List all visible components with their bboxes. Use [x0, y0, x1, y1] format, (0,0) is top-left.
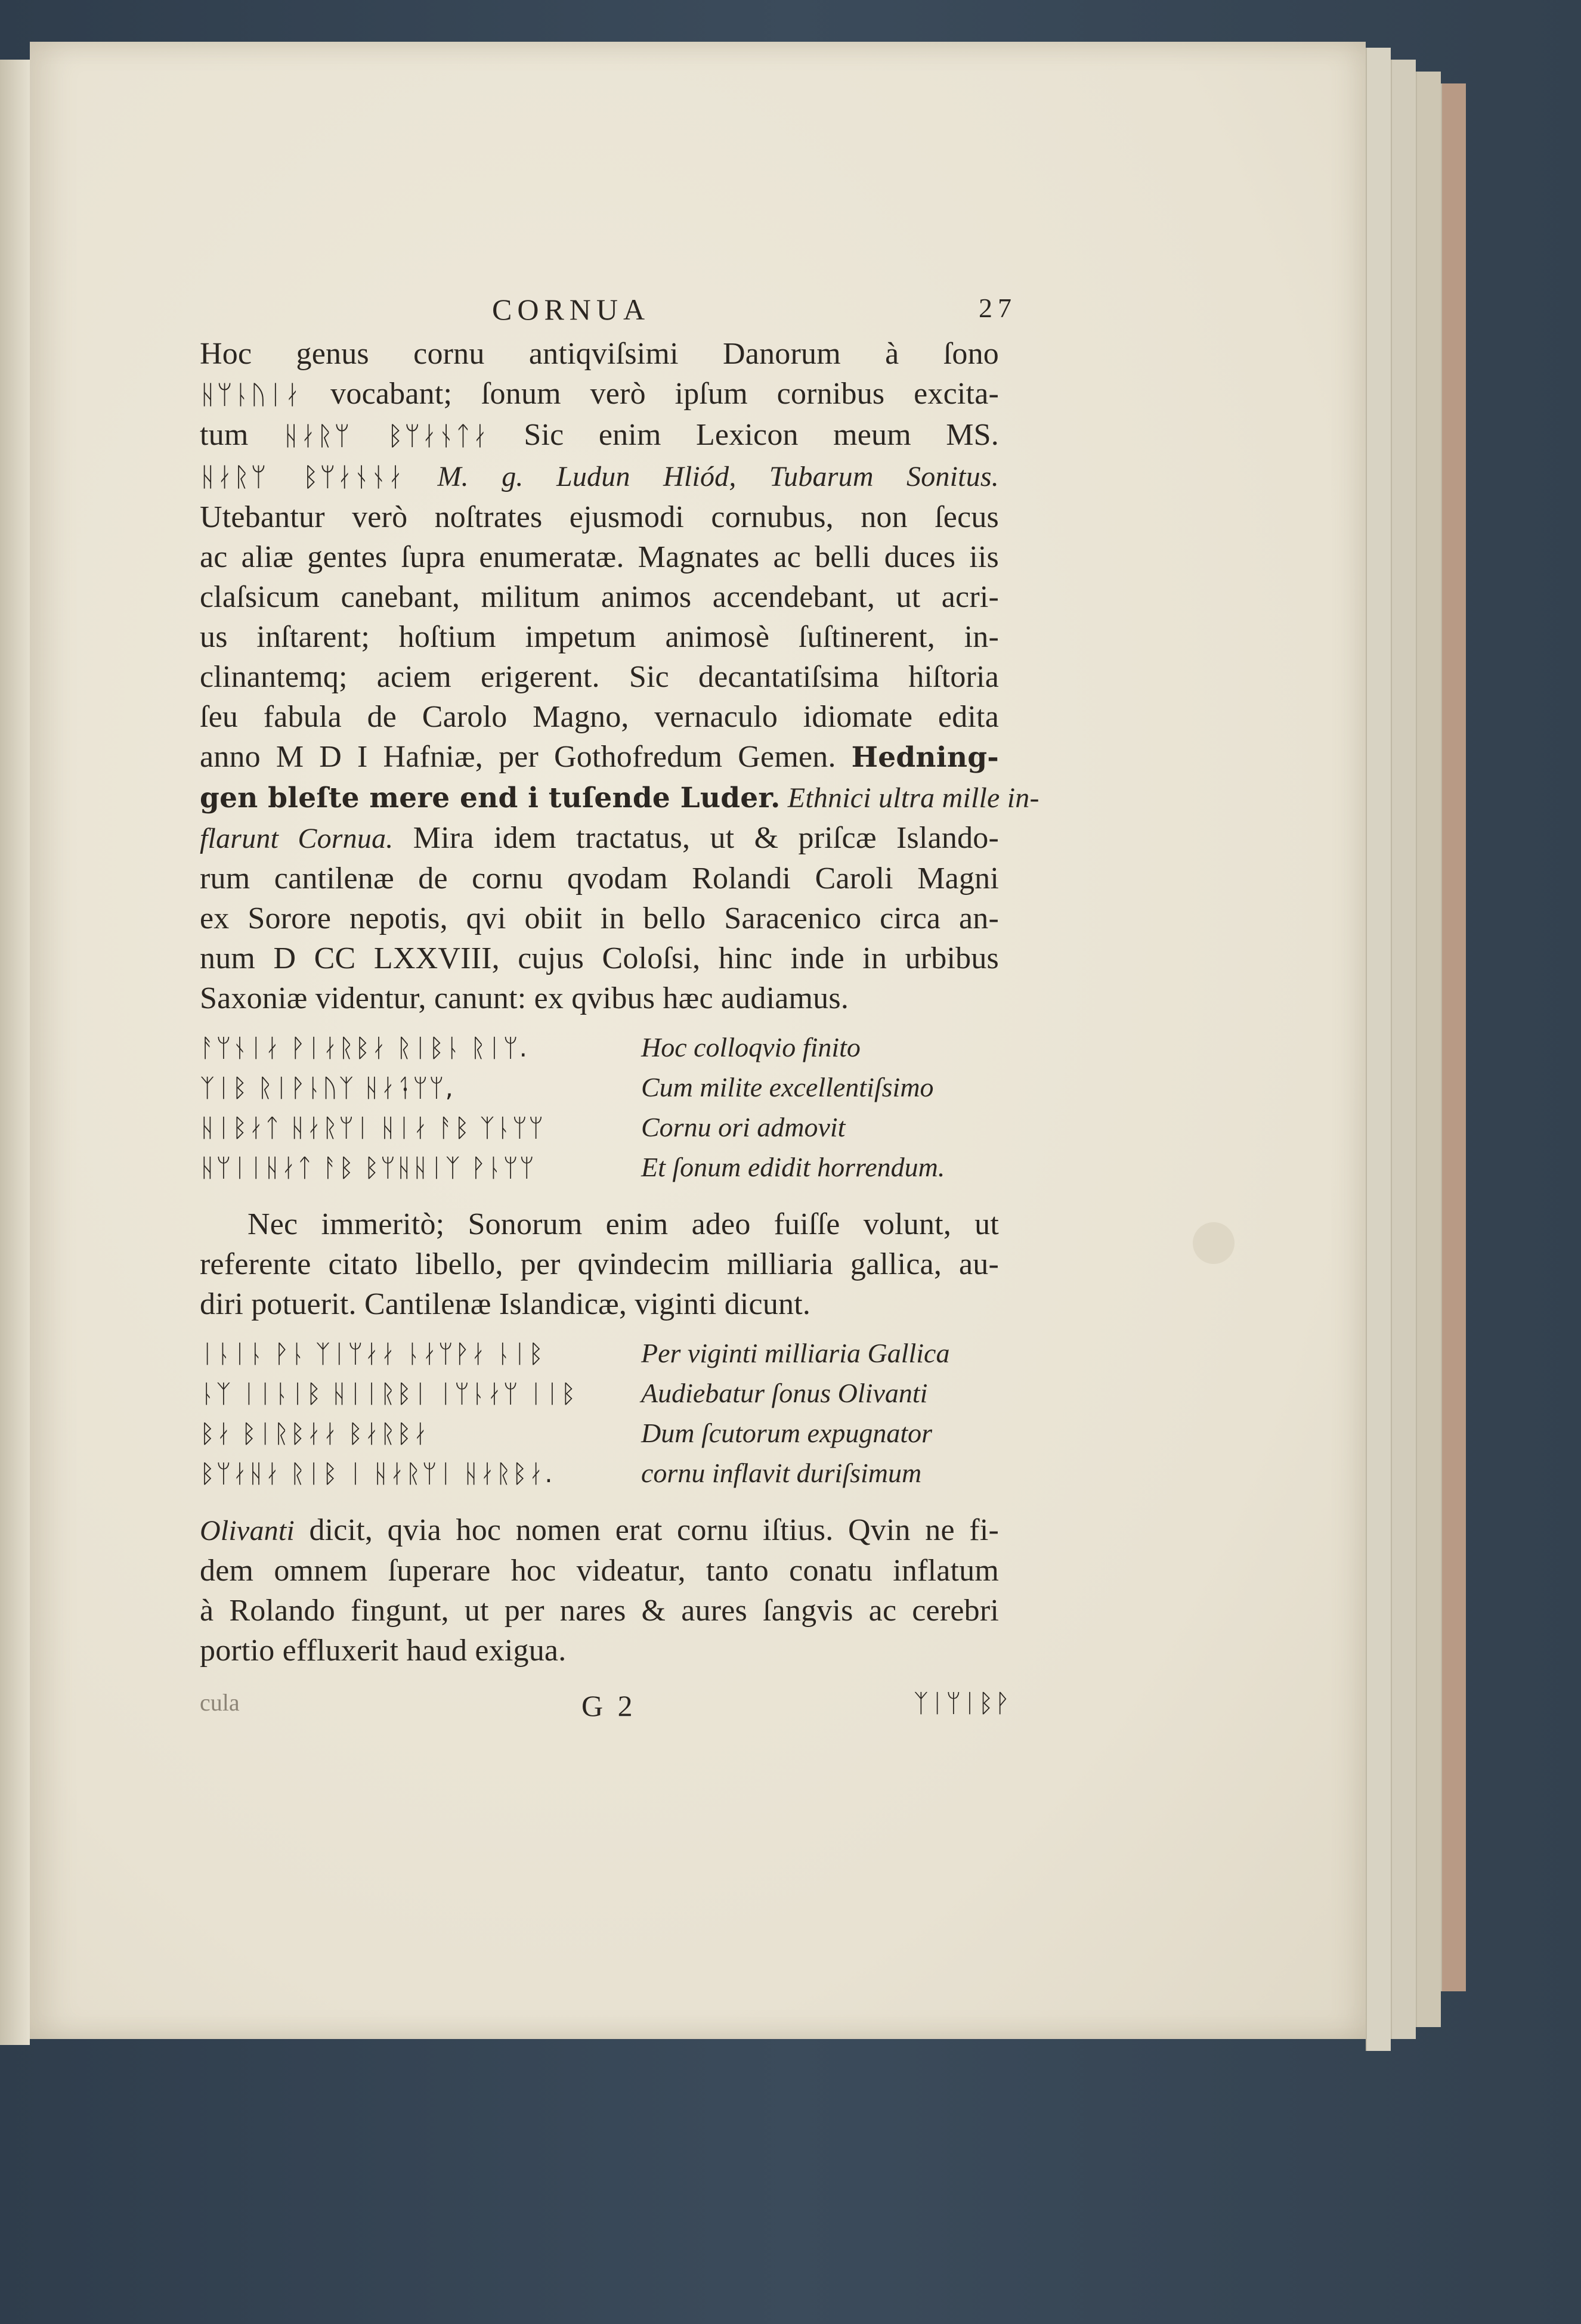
text-segment: dicit, qvia hoc nomen erat cornu iſtius. Qvin ne fi- [294, 1513, 999, 1547]
verse-line [200, 1377, 999, 1417]
text-line [200, 898, 999, 938]
latin-translation: Hoc colloqvio finito [641, 1032, 861, 1062]
running-head [200, 292, 1017, 334]
text-line [200, 737, 999, 777]
text-segment: Hoc genus cornu antiqviſsimi Danorum à ſono [200, 337, 999, 371]
paragraph-2 [200, 1204, 999, 1324]
runic-verse: ᚨᛘᚾᛁᛅ ᚹᛁᛅᚱᛒᛅ ᚱᛁᛒᚿ ᚱᛁᛘ. [200, 1033, 529, 1062]
text-line [200, 537, 999, 577]
page-edge-1 [1366, 48, 1391, 2051]
latin-translation: Per viginti milliaria Gallica [641, 1338, 950, 1368]
text-segment: num D CC LXXVIII, cujus Coloſsi, hinc inde in urbibus [200, 941, 999, 975]
text-line [200, 1510, 999, 1551]
book-page [30, 42, 1366, 2039]
runic-verse: ᛁᚿᛁᚿ ᚹᚿ ᛉᛁᛘᛅᛅ ᚿᛅᛘᚹᛅ ᚿᛁᛒ [200, 1339, 545, 1368]
text-line [200, 456, 999, 497]
text-line [200, 577, 999, 617]
latin-translation: Et ſonum edidit horrendum. [641, 1152, 945, 1182]
text-segment: tum [200, 418, 283, 452]
text-segment: us inſtarent; hoſtium impetum animosè ſuſtinerent, in- [200, 620, 999, 654]
text-line [200, 1551, 999, 1591]
text-line [200, 938, 999, 978]
running-title: CORNUA [492, 293, 651, 326]
page-edge-2 [1391, 60, 1416, 2039]
text-segment: Utebantur verò noſtrates ejusmodi cornubus, non ſecus [200, 500, 999, 534]
text-segment: à Rolando fingunt, ut per nares & aures ſangvis ac cerebri [200, 1594, 999, 1628]
left-page-edge [0, 60, 30, 2045]
text-line [200, 415, 999, 456]
text-line [200, 1631, 999, 1671]
text-line [200, 859, 999, 898]
latin-translation: Dum ſcutorum expugnator [641, 1418, 933, 1448]
text-segment: Olivanti [200, 1515, 295, 1547]
text-segment: diri potuerit. Cantilenæ Islandicæ, viginti dicunt. [200, 1287, 811, 1321]
text-segment: ac aliæ gentes ſupra enumeratæ. Magnates ac belli duces iis [200, 540, 999, 574]
text-block [200, 292, 1039, 1730]
page-edge-3 [1416, 72, 1441, 2027]
runic-word: ᚺᛅᚱᛘ ᛒᛘᛅᚾᛏᛅ [283, 421, 490, 451]
text-segment: Ethnici ultra mille in- [780, 782, 1039, 814]
text-segment: clinantemq; aciem erigerent. Sic decantatiſsima hiſtoria [200, 660, 999, 694]
signature-mark: G 2 [581, 1689, 636, 1722]
book-cover-edge [1441, 83, 1466, 1991]
page-footer [200, 1688, 1011, 1730]
runic-word: ᚺᛅᚱᛘ ᛒᛘᛅᚾᚾᛅ [200, 462, 405, 492]
catchword: ᛉᛁᛘᛁᛒᚹ [913, 1688, 1011, 1718]
text-line [200, 818, 999, 859]
runic-verse: ᚺᛘᛁᛁᚺᛅᛏ ᚨᛒ ᛒᛘᚺᚺᛁᛉ ᚹᚿᛘᛘ [200, 1153, 536, 1182]
text-segment: M. g. Ludun Hliód, Tubarum Sonitus. [404, 461, 999, 492]
text-line [200, 978, 999, 1018]
runic-verse: ᛒᛘᛅᚺᛅ ᚱᛁᛒ ᛁ ᚺᛅᚱᛘᛁ ᚺᛅᚱᛒᛅ. [200, 1459, 554, 1488]
verse-block-2 [200, 1337, 999, 1497]
runic-verse: ᛉᛁᛒ ᚱᛁᚹᚿᚢᛉ ᚺᛅᛑᛘᛘ, [200, 1073, 454, 1102]
verse-line [200, 1111, 999, 1151]
verse-line [200, 1031, 999, 1071]
text-line [200, 617, 999, 657]
text-line [200, 497, 999, 537]
text-segment: gen bleſte mere end i tuſende Luder. [200, 782, 781, 814]
text-segment: claſsicum canebant, militum animos accendebant, ut acri- [200, 580, 999, 614]
runic-verse: ᚺᛁᛒᛅᛏ ᚺᛅᚱᛘᛁ ᚺᛁᛅ ᚨᛒ ᛉᚿᛘᛘ [200, 1113, 545, 1142]
text-line [200, 1204, 999, 1244]
text-segment: flarunt Cornua. [200, 823, 394, 854]
latin-translation: cornu inflavit duriſsimum [641, 1458, 922, 1488]
text-segment: Nec immeritò; Sonorum enim adeo fuiſſe volunt, ut [247, 1207, 999, 1241]
text-segment: Mira idem tractatus, ut & priſcæ Islando- [393, 821, 999, 855]
page-number: 27 [979, 293, 1017, 323]
verse-line [200, 1457, 999, 1497]
text-segment: rum cantilenæ de cornu qvodam Rolandi Caroli Magni [200, 862, 999, 895]
text-segment: anno M D I Hafniæ, per Gothofredum Gemen. [200, 740, 852, 774]
text-line [200, 334, 999, 374]
verse-block-1 [200, 1031, 999, 1191]
verse-line [200, 1071, 999, 1111]
runic-word: ᚺᛘᚿᚢᛁᛅ [200, 380, 302, 410]
text-line [200, 374, 999, 415]
text-line [200, 697, 999, 737]
show-through-catchword: cula [200, 1689, 240, 1716]
page-stain [1193, 1222, 1235, 1264]
text-segment: referente citato libello, per qvindecim milliaria gallica, au- [200, 1247, 999, 1281]
text-segment: portio effluxerit haud exigua. [200, 1634, 567, 1668]
text-segment: Sic enim Lexicon meum MS. [489, 418, 999, 452]
latin-translation: Cum milite excellentiſsimo [641, 1072, 934, 1102]
text-line [200, 1284, 999, 1324]
text-line [200, 657, 999, 697]
text-segment: dem omnem ſuperare hoc videatur, tanto conatu inflatum [200, 1554, 999, 1588]
verse-line [200, 1151, 999, 1191]
text-line [200, 777, 1039, 818]
text-segment: Hedning- [851, 741, 999, 774]
paragraph-3 [200, 1510, 999, 1671]
latin-translation: Cornu ori admovit [641, 1112, 846, 1142]
runic-verse: ᚿᛉ ᛁᛁᚿᛁᛒ ᚺᛁᛁᚱᛒᛁ ᛁᛘᚿᛅᛘ ᛁᛁᛒ [200, 1379, 577, 1408]
runic-verse: ᛒᛅ ᛒᛁᚱᛒᛅᛅ ᛒᛅᚱᛒᛅ [200, 1419, 429, 1448]
text-segment: ſeu fabula de Carolo Magno, vernaculo idiomate edita [200, 700, 999, 734]
verse-line [200, 1337, 999, 1377]
text-segment: vocabant; ſonum verò ipſum cornibus excita- [301, 377, 999, 411]
text-segment: ex Sorore nepotis, qvi obiit in bello Saracenico circa an- [200, 901, 999, 935]
verse-line [200, 1417, 999, 1457]
text-line [200, 1244, 999, 1284]
latin-translation: Audiebatur ſonus Olivanti [641, 1378, 928, 1408]
text-line [200, 1591, 999, 1631]
paragraph-1 [200, 334, 1039, 1018]
text-segment: Saxoniæ videntur, canunt: ex qvibus hæc audiamus. [200, 981, 849, 1015]
